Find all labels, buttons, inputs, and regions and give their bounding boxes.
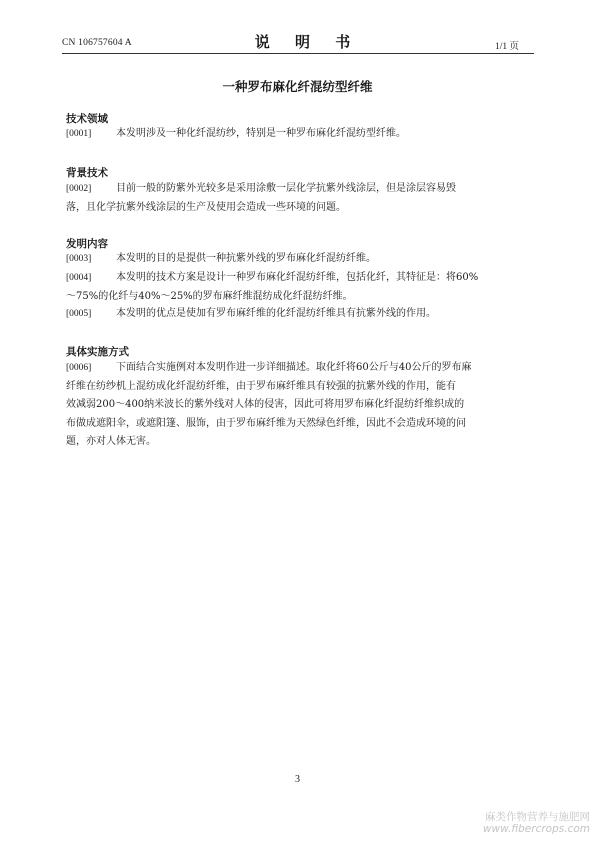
- paragraph-line: 本发明的目的是提供一种抗紫外线的罗布麻化纤混纺纤维。: [116, 253, 376, 264]
- paragraph-line: 题，亦对人体无害。: [66, 436, 156, 447]
- paragraph-number: [0005]: [66, 309, 92, 319]
- paragraph-0005: [66, 305, 540, 324]
- paragraph-0006: [66, 359, 540, 452]
- paragraph-number: [0001]: [66, 129, 92, 139]
- section-heading-technical-field: 技术领域: [66, 113, 108, 125]
- paragraph-number: [0004]: [66, 273, 92, 283]
- paragraph-0003: [66, 250, 540, 269]
- paragraph-0004: [66, 269, 540, 306]
- publication-number: CN 106757604 A: [62, 38, 132, 48]
- paragraph-line: 布做成遮阳伞，或遮阳篷、服饰，由于罗布麻纤维为天然绿色纤维，因此不会造成环境的问: [66, 417, 466, 429]
- document-type-heading: 说 明 书: [254, 33, 361, 51]
- document-title: 一种罗布麻化纤混纺型纤维: [222, 79, 373, 94]
- section-heading-summary: 发明内容: [66, 238, 108, 250]
- paragraph-number: [0006]: [66, 363, 92, 373]
- header-divider: [62, 53, 534, 54]
- watermark-site-name: 麻类作物营养与施肥网: [485, 811, 590, 823]
- section-heading-embodiment: 具体实施方式: [66, 346, 129, 358]
- paragraph-line: 目前一般的防紫外光较多是采用涂敷一层化学抗紫外线涂层，但是涂层容易毁: [116, 183, 456, 194]
- section-heading-background: 背景技术: [66, 167, 108, 179]
- paragraph-0001: [66, 125, 540, 144]
- page-count: 1/1 页: [495, 42, 520, 52]
- paragraph-line: ～75%的化纤与40%～25%的罗布麻纤维混纺成化纤混纺纤维。: [66, 290, 353, 302]
- paragraph-line: 本发明的优点是使加有罗布麻纤维的化纤混纺纤维具有抗紫外线的作用。: [116, 308, 436, 319]
- paragraph-line: 效减弱200～400纳米波长的紫外线对人体的侵害，因此可将用罗布麻化纤混纺纤维织成的: [66, 399, 465, 410]
- watermark-url: www.fibercrops.com: [482, 823, 590, 835]
- paragraph-0002: [66, 180, 540, 217]
- paragraph-line: 本发明的技术方案是设计一种罗布麻化纤混纺纤维，包括化纤，其特征是：将60%: [116, 272, 479, 283]
- watermark: [483, 811, 590, 835]
- paragraph-line: 纤维在纺纱机上混纺成化纤混纺纤维，由于罗布麻纤维具有较强的抗紫外线的作用，能有: [66, 380, 456, 392]
- paragraph-number: [0002]: [66, 184, 92, 194]
- page-number: 3: [295, 774, 300, 785]
- paragraph-line: 本发明涉及一种化纤混纺纱，特别是一种罗布麻化纤混纺型纤维。: [116, 128, 406, 139]
- paragraph-line: 下面结合实施例对本发明作进一步详细描述。取化纤将60公斤与40公斤的罗布麻: [116, 362, 472, 373]
- paragraph-number: [0003]: [66, 254, 92, 264]
- paragraph-line: 落，且化学抗紫外线涂层的生产及使用会造成一些环境的问题。: [66, 201, 346, 213]
